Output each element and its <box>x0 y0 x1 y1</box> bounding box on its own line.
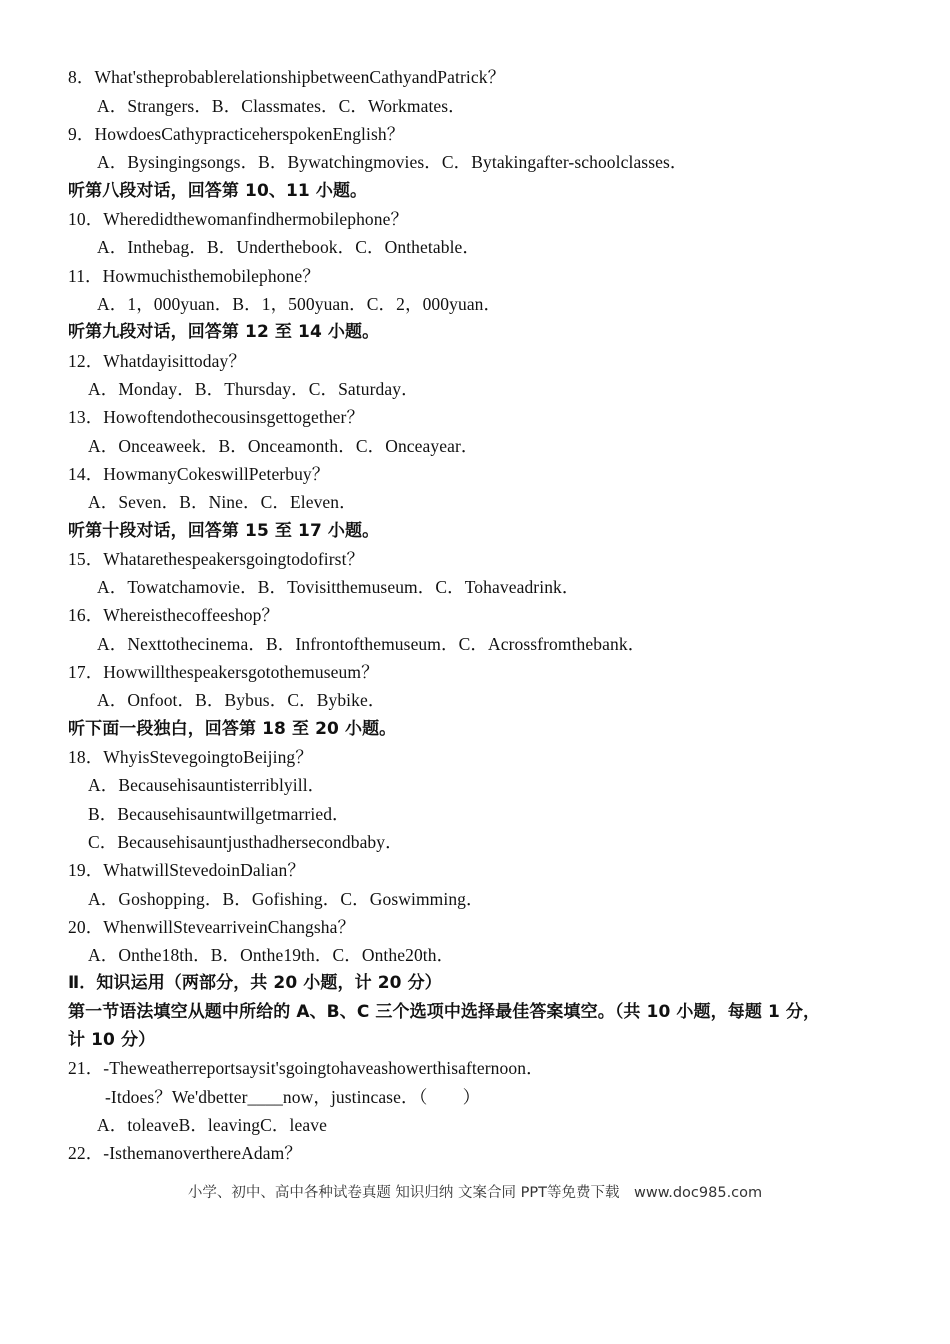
grammar-section-instructions: 第一节语法填空从题中所给的 A、B、C 三个选项中选择最佳答案填空。（共 10 小题，每题 1 分， <box>68 1002 821 1022</box>
question-19: 19．WhatwillStevedoinDalian？ <box>68 860 305 880</box>
question-9: 9．HowdoesCathypracticeherspokenEnglish？ <box>68 124 405 144</box>
question-13: 13．Howoftendothecousinsgettogether？ <box>68 407 365 427</box>
question-20: 20．WhenwillStevearriveinChangsha？ <box>68 917 356 937</box>
page-footer: 小学、初中、高中各种试卷真题 知识归纳 文案合同 PPT等免费下载 www.doc985.com <box>187 1185 763 1201</box>
part-2-heading: Ⅱ．知识运用（两部分，共 20 小题，计 20 分） <box>68 973 442 993</box>
option-18-c: C．Becausehisauntjusthadhersecondbaby． <box>88 832 403 852</box>
question-15: 15．Whatarethespeakersgoingtodofirst？ <box>68 549 365 569</box>
options-21: A．toleaveB．leavingC．leave <box>97 1115 327 1135</box>
question-14: 14．HowmanyCokeswillPeterbuy？ <box>68 464 330 484</box>
option-18-a: A．Becausehisauntisterriblyill． <box>88 775 326 795</box>
question-11: 11．Howmuchisthemobilephone？ <box>68 266 320 286</box>
question-21-reply: -Itdoes？We'dbetter____now，justincase．（ ） <box>105 1087 481 1107</box>
options-20: A．Onthe18th．B．Onthe19th．C．Onthe20th． <box>88 945 455 965</box>
options-9: A．Bysingingsongs．B．Bywatchingmovies．C．Bytakingafter-schoolclasses． <box>97 152 688 172</box>
options-19: A．Goshopping．B．Gofishing．C．Goswimming． <box>88 889 484 909</box>
section-heading-dialogue-9: 听第九段对话，回答第 12 至 14 小题。 <box>68 322 380 342</box>
question-12: 12．Whatdayisittoday？ <box>68 351 246 371</box>
options-8: A．Strangers．B．Classmates．C．Workmates． <box>97 96 466 116</box>
section-heading-dialogue-10: 听第十段对话，回答第 15 至 17 小题。 <box>68 521 380 541</box>
options-12: A．Monday．B．Thursday．C．Saturday． <box>88 379 419 399</box>
grammar-section-instructions-cont: 计 10 分） <box>68 1030 156 1050</box>
question-18: 18．WhyisStevegoingtoBeijing？ <box>68 747 313 767</box>
options-10: A．Inthebag．B．Underthebook．C．Onthetable． <box>97 237 480 257</box>
question-22: 22．-IsthemanoverthereAdam？ <box>68 1143 302 1163</box>
options-17: A．Onfoot．B．Bybus．C．Bybike． <box>97 690 386 710</box>
option-18-b: B．Becausehisauntwillgetmarried． <box>88 804 350 824</box>
question-10: 10．Wheredidthewomanfindhermobilephone？ <box>68 209 409 229</box>
question-17: 17．Howwillthespeakersgotothemuseum？ <box>68 662 379 682</box>
options-13: A．Onceaweek．B．Onceamonth．C．Onceayear． <box>88 436 479 456</box>
options-15: A．Towatchamovie．B．Tovisitthemuseum．C．Tohaveadrink． <box>97 577 580 597</box>
options-11: A．1，000yuan．B．1，500yuan．C．2，000yuan． <box>97 294 502 314</box>
question-16: 16．Whereisthecoffeeshop？ <box>68 605 280 625</box>
options-16: A．Nexttothecinema．B．Infrontofthemuseum．C．Acrossfromthebank． <box>97 634 646 654</box>
question-8: 8．What'stheprobablerelationshipbetweenCathyandPatrick？ <box>68 67 506 87</box>
question-21: 21．-Theweatherreportsaysit'sgoingtohaveashowerthisafternoon． <box>68 1058 544 1078</box>
options-14: A．Seven．B．Nine．C．Eleven． <box>88 492 357 512</box>
section-heading-monologue: 听下面一段独白，回答第 18 至 20 小题。 <box>68 719 397 739</box>
section-heading-dialogue-8: 听第八段对话，回答第 10、11 小题。 <box>68 181 368 201</box>
